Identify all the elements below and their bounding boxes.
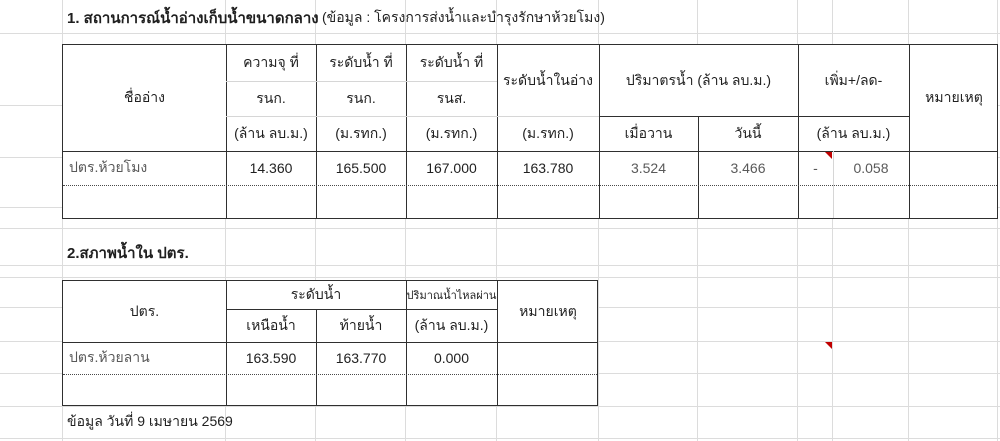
dotted-row-separator (63, 374, 597, 375)
header-level-mhwl-line2: รนส. (436, 89, 467, 106)
cell-change-sign: - (813, 160, 818, 176)
section1-source-note: (ข้อมูล : โครงการส่งน้ำและบำรุงรักษาห้วยโมง) (322, 9, 605, 25)
header-level-mhwl-line1: ระดับน้ำ ที่ (419, 54, 484, 70)
header-regulator-name: ปตร. (129, 302, 160, 319)
header-volume-yesterday: เมื่อวาน (624, 124, 673, 141)
table-regulator-status (62, 280, 598, 406)
cell-capacity: 14.360 (249, 160, 293, 176)
header-volume-group: ปริมาตรน้ำ (ล้าน ลบ.ม.) (625, 71, 772, 88)
dotted-row-separator (63, 185, 997, 186)
header-level-mhwl-unit: (ม.รทก.) (425, 124, 478, 141)
cell-level-mhwl: 167.000 (426, 160, 477, 176)
header-volume-today: วันนี้ (734, 124, 762, 141)
header-capacity-line1: ความจุ ที่ (243, 54, 299, 70)
cell-volume-yesterday: 3.524 (630, 160, 667, 176)
header-change: เพิ่ม+/ลด- (824, 71, 883, 88)
header-upstream: เหนือน้ำ (246, 316, 296, 333)
header-change-unit: (ล้าน ลบ.ม.) (816, 124, 891, 141)
footer-date-note: ข้อมูล วันที่ 9 เมษายน 2569 (67, 413, 233, 429)
section2-title: 2.สภาพน้ำใน ปตร. (67, 245, 189, 262)
header-level-nhwl-line1: ระดับน้ำ ที่ (329, 54, 393, 70)
section1-title: 1. สถานการณ์น้ำอ่างเก็บน้ำขนาดกลาง (67, 10, 319, 27)
header-capacity-unit: (ล้าน ลบ.ม.) (234, 124, 308, 141)
header-flow-unit: (ล้าน ลบ.ม.) (414, 316, 489, 333)
header-remark: หมายเหตุ (519, 302, 577, 319)
header-level-nhwl-unit: (ม.รทก.) (335, 124, 387, 141)
header-level-nhwl-line2: รนก. (346, 89, 376, 106)
cell-reservoir-name: ปตร.ห้วยโมง (69, 159, 148, 175)
header-water-level-group: ระดับน้ำ (290, 286, 342, 302)
cell-upstream-level: 163.590 (245, 350, 297, 366)
table-reservoir-status (62, 44, 998, 219)
cell-remark (909, 151, 999, 185)
header-flow: ปริมาณน้ำไหลผ่าน (406, 290, 497, 302)
header-downstream: ท้ายน้ำ (339, 316, 383, 333)
cell-regulator-name: ปตร.ห้วยลาน (69, 349, 150, 365)
cell-level-nhwl: 165.500 (335, 160, 387, 176)
cell-change-value: 0.058 (853, 160, 889, 176)
header-level-in-reservoir: ระดับน้ำในอ่าง (503, 71, 593, 88)
cell-volume-today: 3.466 (730, 160, 766, 176)
header-reservoir-name: ชื่ออ่าง (123, 89, 165, 105)
header-level-in-reservoir-unit: (ม.รทก.) (522, 124, 574, 141)
header-remark: หมายเหตุ (925, 89, 983, 105)
cell-level-in-reservoir: 163.780 (522, 160, 574, 176)
header-capacity-line2: รนก. (256, 89, 286, 106)
cell-flow-volume: 0.000 (433, 350, 470, 366)
cell-downstream-level: 163.770 (335, 350, 387, 366)
cell-remark (497, 342, 599, 374)
